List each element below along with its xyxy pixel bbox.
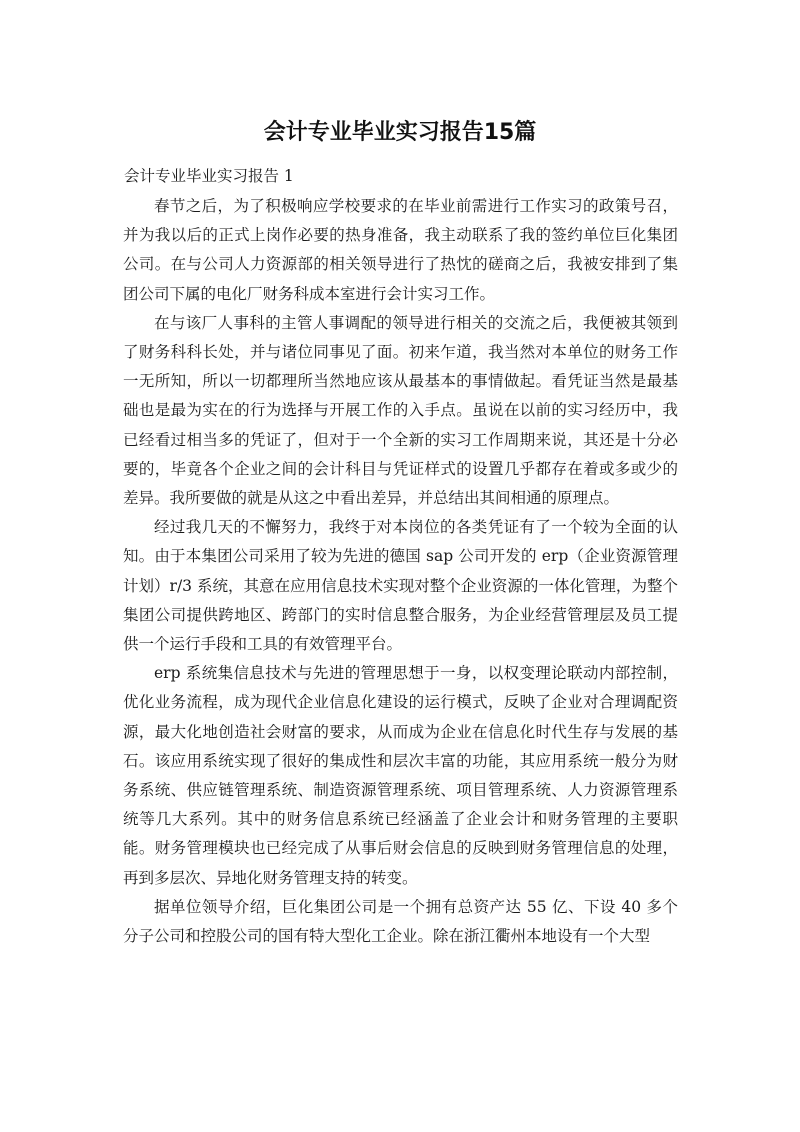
document-title: 会计专业毕业实习报告15篇: [263, 120, 537, 145]
paragraph: 经过我几天的不懈努力，我终于对本岗位的各类凭证有了一个较为全面的认知。由于本集团公司采用了较为先进的德国 sap 公司开发的 erp（企业资源管理计划）r/3 系统，其意在应用信息技术实现对整个企业资源的一体化管理，为整个集团公司提供跨地区、跨部门的实时信息整合服务，为企业经营管理层及员工提供一个运行手段和工具的有效管理平台。: [123, 518, 678, 654]
paragraph: 据单位领导介绍，巨化集团公司是一个拥有总资产达 55 亿、下设 40 多个分子公司和控股公司的国有特大型化工企业。除在浙江衢州本地设有一个大型: [123, 897, 678, 946]
paragraph: erp 系统集信息技术与先进的管理思想于一身，以权变理论联动内部控制，优化业务流程，成为现代企业信息化建设的运行模式，反映了企业对合理调配资源，最大化地创造社会财富的要求，从而成为企业在信息化时代生存与发展的基石。该应用系统实现了很好的集成性和层次丰富的功能，其应用系统一般分为财务系统、供应链管理系统、制造资源管理系统、项目管理系统、人力资源管理系统等几大系列。其中的财务信息系统已经涵盖了企业会计和财务管理的主要职能。财务管理模块也已经完成了从事后财会信息的反映到财务管理信息的处理，再到多层次、异地化财务管理支持的转变。: [123, 664, 678, 887]
paragraph: 春节之后，为了积极响应学校要求的在毕业前需进行工作实习的政策号召，并为我以后的正式上岗作必要的热身准备，我主动联系了我的签约单位巨化集团公司。在与公司人力资源部的相关领导进行了热忱的磋商之后，我被安排到了集团公司下属的电化厂财务科成本室进行会计实习工作。: [123, 197, 678, 303]
paragraph: 在与该厂人事科的主管人事调配的领导进行相关的交流之后，我便被其领到了财务科科长处，并与诸位同事见了面。初来乍道，我当然对本单位的财务工作一无所知，所以一切都理所当然地应该从最基本的事情做起。看凭证当然是最基础也是最为实在的行为选择与开展工作的入手点。虽说在以前的实习经历中，我已经看过相当多的凭证了，但对于一个全新的实习工作周期来说，其还是十分必要的，毕竟各个企业之间的会计科目与凭证样式的设置几乎都存在着或多或少的差异。我所要做的就是从这之中看出差异，并总结出其间相通的原理点。: [123, 313, 678, 508]
document-subtitle: 会计专业毕业实习报告 1: [124, 167, 294, 185]
document-body: [123, 192, 678, 951]
